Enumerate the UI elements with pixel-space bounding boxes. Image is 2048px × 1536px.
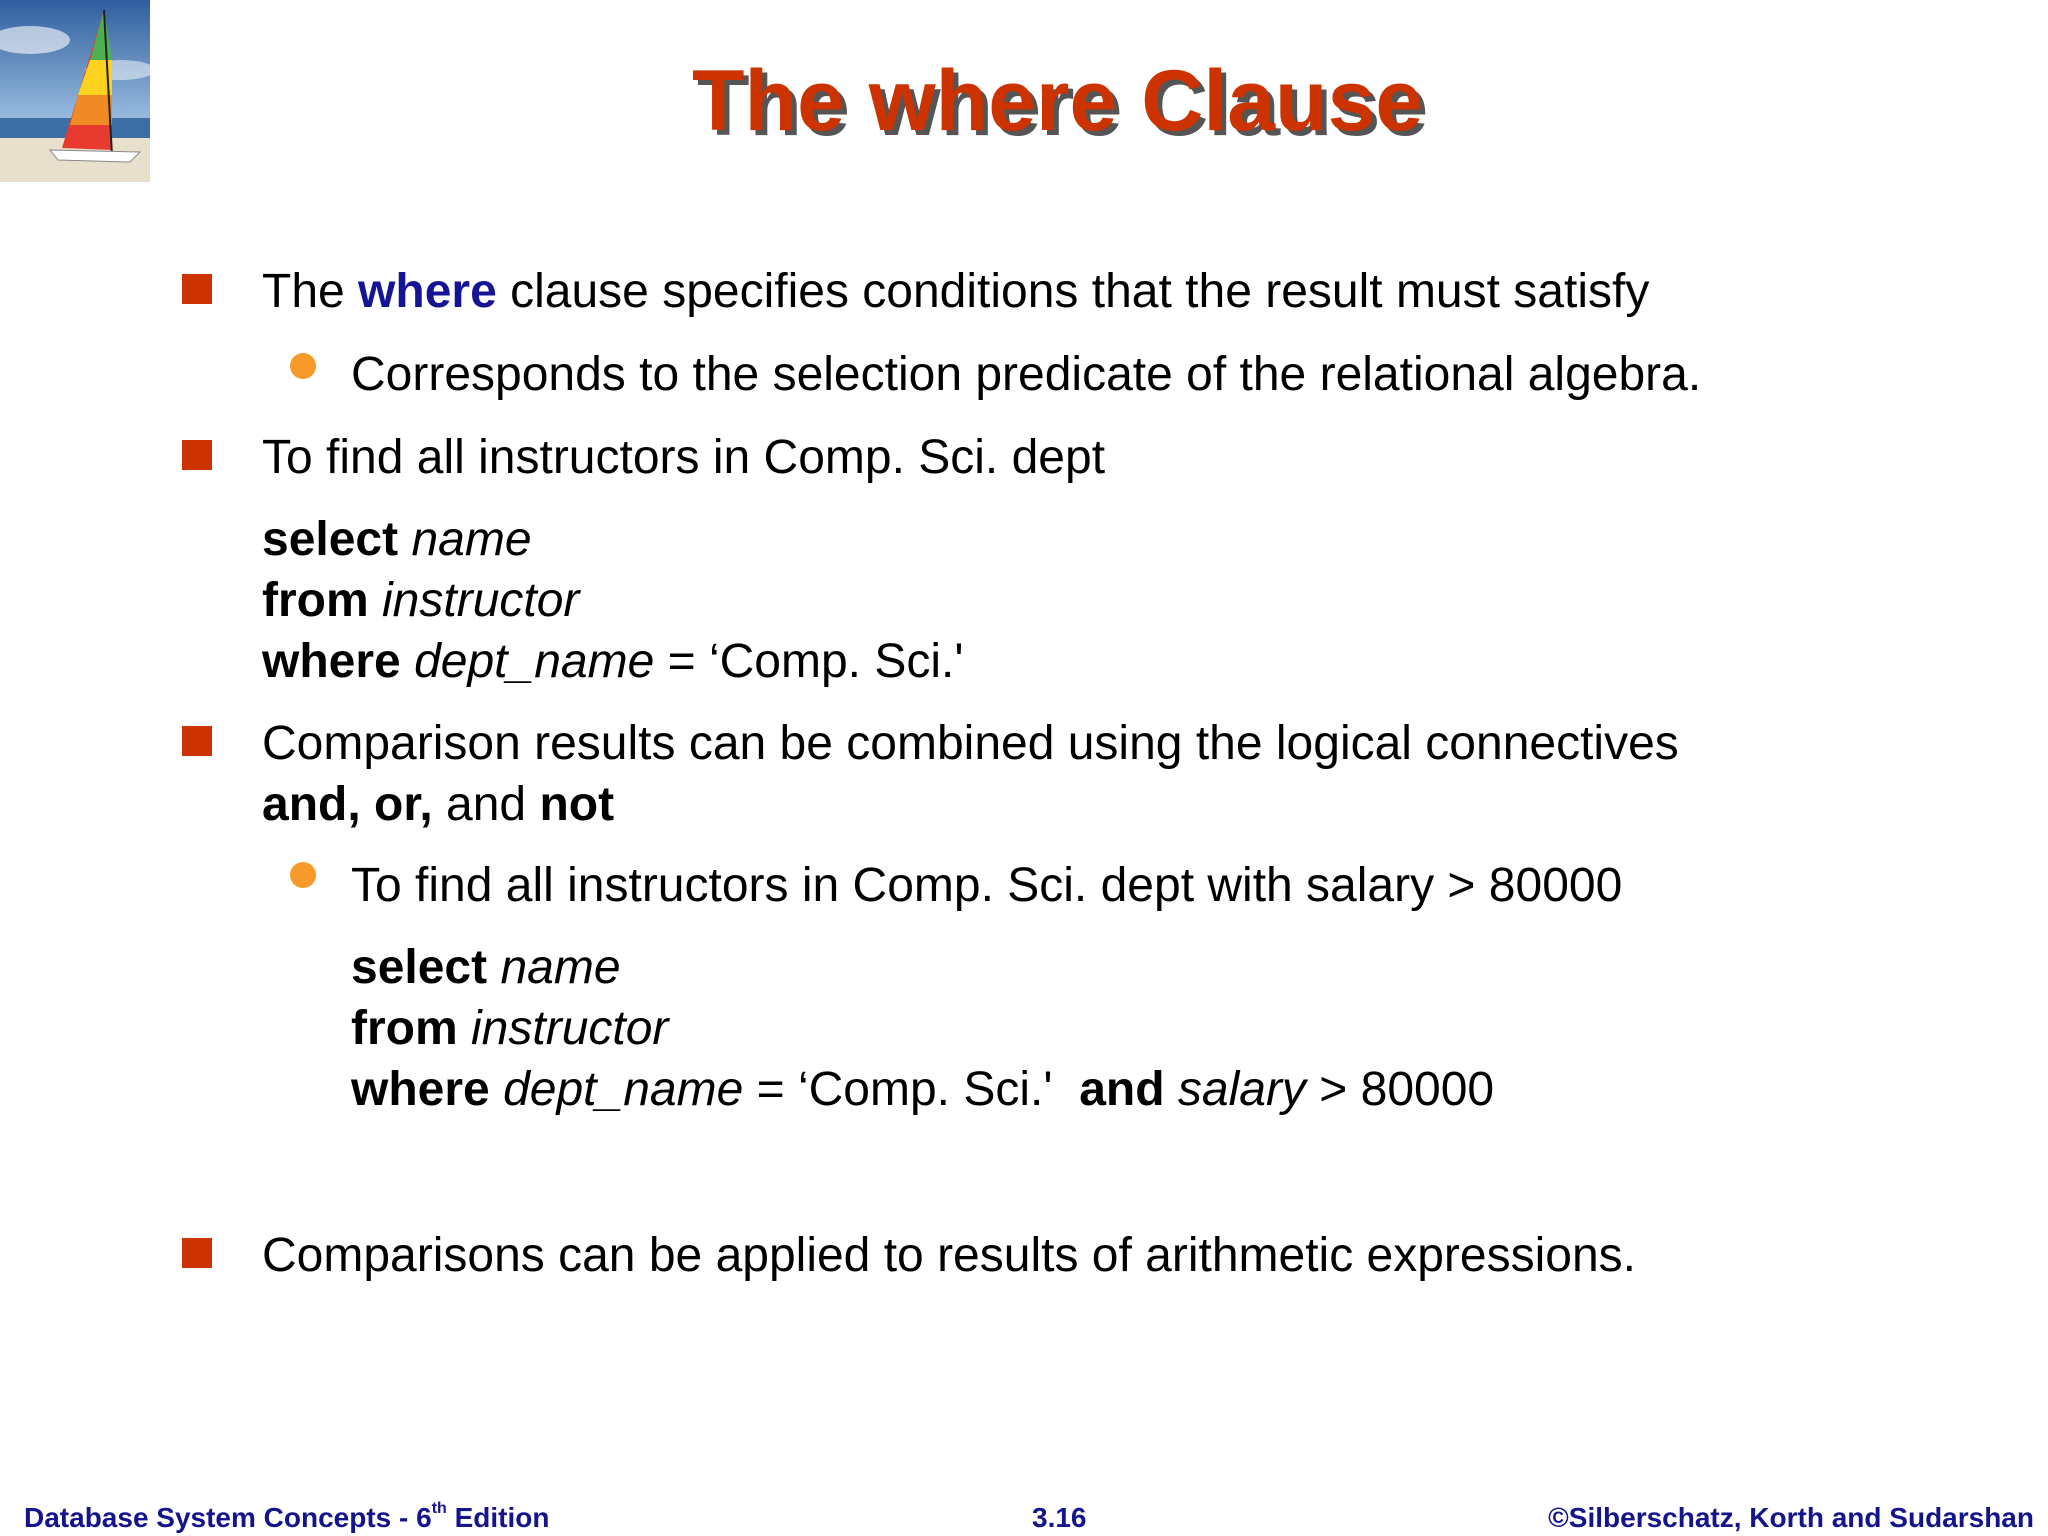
sql-line: select name [351,941,621,994]
sql-line: where dept_name = ‘Comp. Sci.' and salary > 80000 [351,1063,1495,1116]
footer-left: Database System Concepts - 6th Edition [24,1500,550,1533]
bullet-text: Comparisons can be applied to results of arithmetic expressions. [262,1229,1636,1282]
sql-line: from instructor [262,574,580,627]
footer-copyright: ©Silberschatz, Korth and Sudarshan [1548,1502,2034,1533]
bullet-text-continued: and, or, and not [262,778,615,831]
square-bullet [182,1238,212,1268]
slide-number: 3.16 [1032,1502,1087,1533]
sql-line: select name [262,513,532,566]
sql-line: where dept_name = ‘Comp. Sci.' [262,635,964,688]
circle-bullet [290,862,316,888]
slide-title: The where Clause [692,53,1424,149]
circle-bullet [290,353,316,379]
sub-bullet-text: To find all instructors in Comp. Sci. dept with salary > 80000 [351,859,1623,912]
sql-line: from instructor [351,1002,669,1055]
bullet-text: To find all instructors in Comp. Sci. dept [262,431,1106,484]
bullet-text: Comparison results can be combined using the logical connectives [262,717,1679,770]
sailboat-logo [0,0,150,182]
square-bullet [182,440,212,470]
sub-bullet-text: Corresponds to the selection predicate of the relational algebra. [351,348,1702,401]
square-bullet [182,726,212,756]
bullet-text: The where clause specifies conditions that the result must satisfy [262,265,1650,318]
square-bullet [182,274,212,304]
